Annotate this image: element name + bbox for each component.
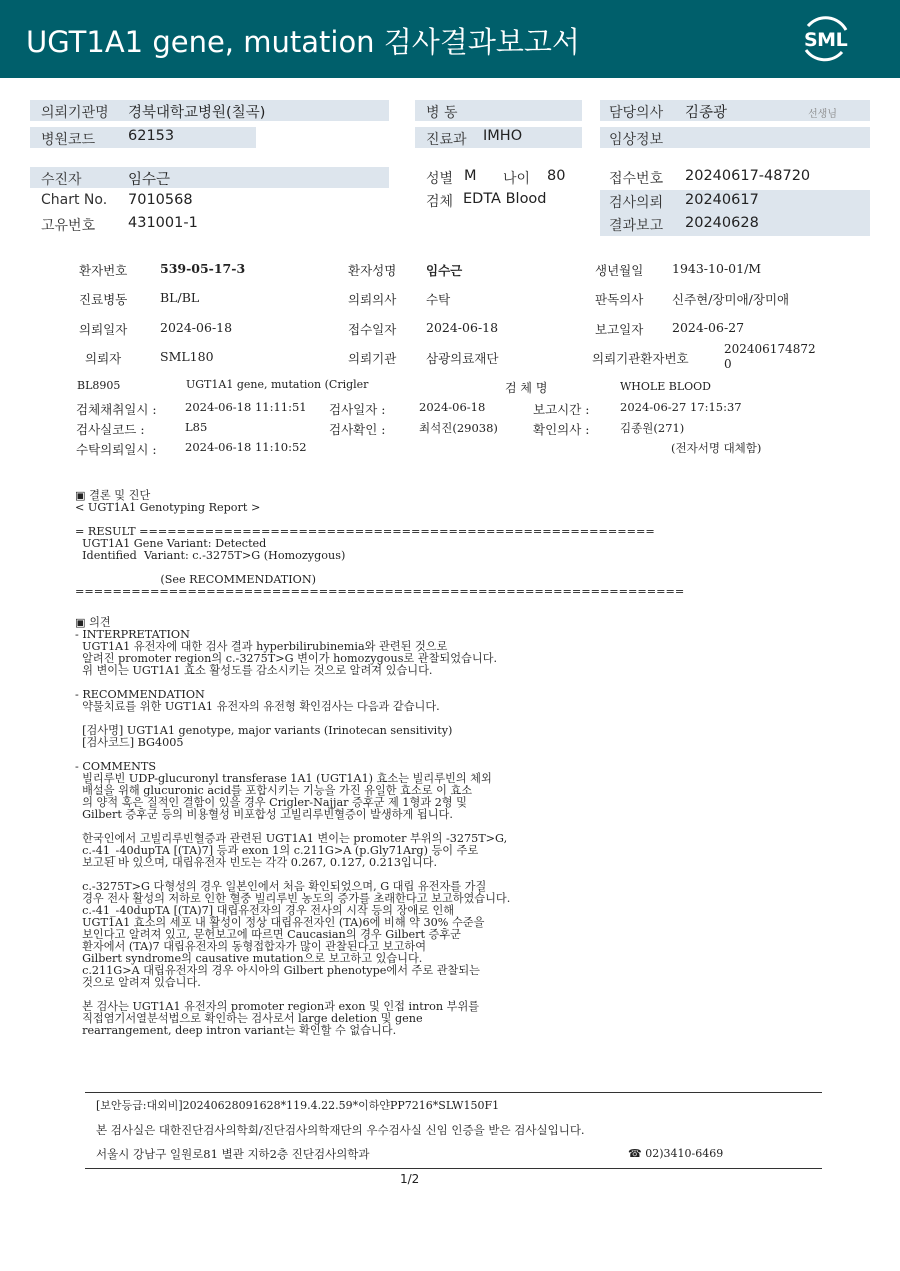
phone-line: ☎ 02)3410-6469	[628, 1147, 724, 1160]
lab-r3-l3: 보고일자	[595, 322, 644, 337]
lab-r2-l2: 의뢰의사	[348, 292, 397, 307]
hospital-value: 경북대학교병원(칠곡)	[128, 105, 266, 121]
chart-value: 7010568	[128, 192, 193, 208]
sml-logo	[796, 12, 854, 68]
page-number: 1/2	[400, 1172, 420, 1186]
dept-label: 진료과	[426, 132, 467, 148]
lab-r4-l1: 의뢰자	[85, 351, 122, 366]
labcode-value: L85	[185, 420, 208, 434]
footer-top-rule	[85, 1092, 822, 1093]
confirm-doctor-label: 확인의사 :	[533, 422, 590, 437]
report-value: 20240628	[685, 215, 759, 231]
test-date-label: 검사일자 :	[329, 402, 386, 417]
conclusion-text: ▣ 결론 및 진단 < UGT1A1 Genotyping Report > = RESULT ======================================================= UGT1A1 Gene Variant: Detected Identified Variant: c.-3275T>G (Homozygous) (See RECOMMENDATION) =================================================================	[75, 489, 685, 598]
opinion-text: ▣ 의견 - INTERPRETATION UGT1A1 유전자에 대한 검사 결과 hyperbilirubinemia와 관련된 것으로 알려진 promoter region의 c.-3275T>G 변이가 homozygous로 관찰되었습니다. 위 변이는 UGT1A1 효소 활성도를 감소시키는 것으로 알려져 있습니다. - RECOMMENDATION 약물치료를 위한 UGT1A1 유전자의 유전형 확인검사는 다음과 같습니다. [검사명] UGT1A1 genotype, major variants (Irinotecan sensitivity) [검사코드] BG4005 - COMMENTS 빌리루빈 UDP-glucuronyl transferase 1A1 (UGT1A1) 효소는 빌리루빈의 체외 배설을 위해 glucuronic acid를 포합시키는 기능을 가진 유일한 효소로 이 효소 의 양적 혹은 질적인 결함이 있을 경우 Crigler-Najjar 증후군 제 1형과 2형 및 Gilbert 증후군 등의 비용혈성 비포합성 고빌리루빈혈증이 발생하게 됩니다. 한국인에서 고빌리루빈혈증과 관련된 UGT1A1 변이는 promoter 부위의 -3275T>G, c.-41_-40dupTA [(TA)7] 등과 exon 1의 c.211G>A (p.Gly71Arg) 등이 주로 보고된 바 있으며, 대립유전자 빈도는 각각 0.267, 0.127, 0.213입니다. c.-3275T>G 다형성의 경우 일본인에서 처음 확인되었으며, G 대립 유전자를 가질 경우 전사 활성의 저하로 인한 혈중 빌리루빈 농도의 증가를 초래한다고 보고하였습니다. c.-41_-40dupTA [(TA)7] 대립유전자의 경우 전사의 시작 등의 장애로 인해 UGT1A1 효소의 세포 내 활성이 정상 대립유전자인 (TA)6에 비해 약 30% 수준을 보인다고 알려져 있고, 문헌보고에 따르면 Caucasian의 경우 Gilbert 증후군 환자에서 (TA)7 대립유전자의 동형접합자가 많이 관찰된다고 보고하여 Gilbert syndrome의 causative mutation으로 보고하고 있습니다. c.211G>A 대립유전자의 경우 아시아의 Gilbert phenotype에서 주로 관찰되는 것으로 알려져 있습니다. 본 검사는 UGT1A1 유전자의 promoter region과 exon 및 인접 intron 부위를 직접염기서열분석법으로 확인하는 검사로서 large deletion 및 gene rearrangement, deep intron variant는 확인할 수 없습니다.	[75, 616, 511, 1037]
lab-r3-v2: 2024-06-18	[426, 320, 499, 335]
test-date-value: 2024-06-18	[419, 400, 486, 414]
test-code: BL8905	[77, 379, 121, 392]
address-line: 서울시 강남구 일원로81 별관 지하2층 진단검사의학과	[96, 1147, 370, 1161]
test-name: UGT1A1 gene, mutation (Crigler	[186, 378, 369, 391]
lab-r1-l3: 생년월일	[595, 263, 644, 278]
doctor-value: 김종광	[685, 105, 728, 121]
specimen-name-label: 검 체 명	[505, 381, 548, 395]
patient-value: 임수근	[128, 172, 171, 188]
cert-line: 본 검사실은 대한진단검사의학회/진단검사의학재단의 우수검사실 신임 인증을 받은 검사실입니다.	[96, 1123, 585, 1137]
specimen-label: 검체	[426, 194, 454, 210]
request-value: 20240617	[685, 192, 759, 208]
receipt-label: 접수번호	[609, 171, 664, 187]
consign-value: 2024-06-18 11:10:52	[185, 440, 307, 454]
uid-label: 고유번호	[41, 218, 96, 234]
footer-bottom-rule	[85, 1168, 822, 1169]
verify-value: 최석진(29038)	[419, 421, 498, 435]
lab-r2-v1: BL/BL	[160, 290, 200, 305]
logo-text: SML	[804, 29, 848, 51]
lab-r4-l2: 의뢰기관	[348, 351, 397, 366]
report-time-label: 보고시간 :	[533, 402, 590, 417]
specimen-value: EDTA Blood	[463, 191, 547, 207]
patient-box	[30, 167, 389, 188]
lab-r1-v2: 임수근	[426, 263, 463, 278]
lab-r4-v1: SML180	[160, 349, 214, 364]
lab-r3-l1: 의뢰일자	[79, 322, 128, 337]
code-value: 62153	[128, 128, 175, 144]
lab-r2-l1: 진료병동	[79, 292, 128, 307]
collect-value: 2024-06-18 11:11:51	[185, 400, 307, 414]
sex-value: M	[464, 168, 477, 184]
lab-r4-v3b: 0	[724, 357, 732, 371]
lab-r3-v3: 2024-06-27	[672, 320, 745, 335]
report-title: UGT1A1 gene, mutation 검사결과보고서	[26, 25, 580, 59]
lab-r1-v3: 1943-10-01/M	[672, 261, 762, 276]
age-label: 나이	[503, 171, 531, 187]
confirm-doctor-value: 김종원(271)	[620, 421, 685, 435]
esign-note: (전자서명 대체함)	[671, 441, 762, 455]
lab-r1-v1: 539-05-17-3	[160, 261, 246, 276]
report-time-value: 2024-06-27 17:15:37	[620, 400, 742, 414]
lab-r3-v1: 2024-06-18	[160, 320, 233, 335]
consign-label: 수탁의뢰일시 :	[76, 442, 157, 457]
code-label: 병원코드	[41, 132, 96, 148]
lab-r4-v2: 삼광의료재단	[426, 351, 499, 366]
sex-label: 성별	[426, 171, 454, 187]
report-label: 결과보고	[609, 218, 664, 234]
labcode-label: 검사실코드 :	[76, 422, 145, 437]
specimen-name-value: WHOLE BLOOD	[620, 380, 711, 393]
request-label: 검사의뢰	[609, 195, 664, 211]
lab-r4-v3a: 202406174872	[724, 342, 816, 356]
uid-value: 431001-1	[128, 215, 198, 231]
doctor-suffix: 선생님	[808, 109, 837, 120]
dept-value: IMHO	[483, 128, 523, 144]
doctor-label: 담당의사	[609, 105, 664, 121]
lab-r4-l3: 의뢰기관환자번호	[592, 351, 689, 366]
security-line: [보안등급:대외비]20240628091628*119.4.22.59*이하얀PP7216*SLW150F1	[96, 1099, 500, 1112]
verify-label: 검사확인 :	[329, 422, 386, 437]
lab-r1-l2: 환자성명	[348, 263, 397, 278]
patient-label: 수진자	[41, 172, 82, 188]
lab-r2-v3: 신주현/장미애/장미애	[672, 292, 790, 307]
clinical-label: 임상정보	[609, 132, 664, 148]
hospital-label: 의뢰기관명	[41, 105, 109, 121]
lab-r3-l2: 접수일자	[348, 322, 397, 337]
lab-r2-v2: 수탁	[426, 292, 451, 307]
collect-label: 검체채취일시 :	[76, 402, 157, 417]
header-banner	[0, 0, 900, 78]
chart-label: Chart No.	[41, 192, 108, 208]
ward-label: 병 동	[426, 105, 458, 121]
receipt-value: 20240617-48720	[685, 168, 811, 184]
lab-r2-l3: 판독의사	[595, 292, 644, 307]
age-value: 80	[547, 168, 566, 184]
lab-r1-l1: 환자번호	[79, 263, 128, 278]
